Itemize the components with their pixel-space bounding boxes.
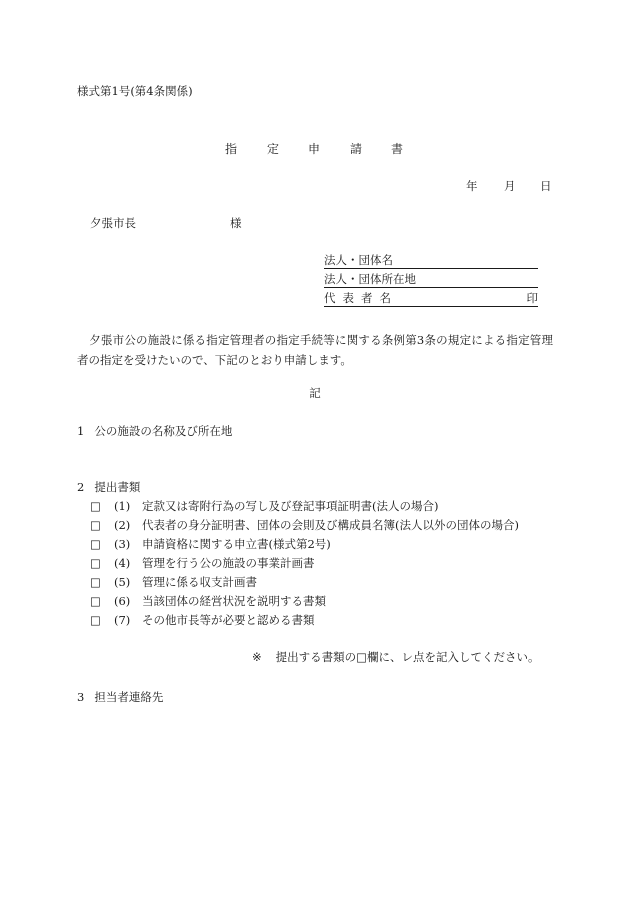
seal-mark: 印	[526, 291, 538, 305]
org-name-field[interactable]	[324, 255, 538, 269]
item-text: 管理に係る収支計画書	[142, 575, 257, 589]
addressee-honorific: 様	[230, 216, 242, 230]
item-text: その他市長等が必要と認める書類	[142, 613, 315, 627]
org-name-label: 法人・団体名	[324, 253, 393, 267]
checkbox[interactable]: □	[90, 499, 101, 513]
section-number: 1	[77, 424, 85, 438]
form-number-label: 様式第1号(第4条関係)	[77, 84, 193, 98]
item-number: (3)	[114, 537, 131, 551]
title-char: 指	[225, 142, 238, 156]
section-number: 2	[77, 480, 85, 494]
date-month: 月	[504, 179, 516, 193]
checkbox[interactable]: □	[90, 594, 101, 608]
title-char: 請	[350, 142, 363, 156]
item-text: 管理を行う公の施設の事業計画書	[142, 556, 315, 570]
ki-heading: 記	[309, 386, 321, 400]
org-address-field[interactable]	[324, 274, 538, 288]
representative-label: 代表者名	[324, 291, 398, 305]
note-mark: ※	[252, 650, 262, 664]
title-char: 定	[267, 142, 280, 156]
addressee	[0, 218, 630, 232]
note-text: 提出する書類の□欄に、レ点を記入してください。	[275, 650, 540, 664]
title-char: 申	[308, 142, 321, 156]
item-text: 代表者の身分証明書、団体の会則及び構成員名簿(法人以外の団体の場合)	[142, 518, 519, 532]
checkbox[interactable]: □	[90, 556, 101, 570]
item-number: (4)	[114, 556, 131, 570]
section-title: 担当者連絡先	[94, 690, 164, 704]
checkbox[interactable]: □	[90, 613, 101, 627]
date-day: 日	[540, 179, 552, 193]
checkbox[interactable]: □	[90, 575, 101, 589]
document-title	[0, 143, 630, 157]
section-3-heading	[77, 692, 163, 704]
item-number: (1)	[114, 499, 131, 513]
item-number: (7)	[114, 613, 131, 627]
checkbox[interactable]: □	[90, 537, 101, 551]
org-address-label: 法人・団体所在地	[324, 272, 416, 286]
item-number: (2)	[114, 518, 131, 532]
date-year: 年	[466, 179, 478, 193]
item-number: (6)	[114, 594, 131, 608]
application-statement-text: 夕張市公の施設に係る指定管理者の指定手続等に関する条例第3条の規定による指定管理者の指定を受けたいので、下記のとおり申請します。	[77, 333, 553, 367]
title-char: 書	[391, 142, 404, 156]
addressee-name: 夕張市長	[90, 216, 136, 230]
application-statement	[77, 330, 553, 370]
item-text: 定款又は寄附行為の写し及び登記事項証明書(法人の場合)	[142, 499, 439, 513]
checkbox-instruction-note	[252, 652, 540, 664]
section-2-heading	[77, 482, 140, 494]
section-title: 提出書類	[94, 480, 141, 494]
item-number: (5)	[114, 575, 131, 589]
section-1-heading	[77, 426, 232, 438]
section-title: 公の施設の名称及び所在地	[94, 424, 233, 438]
checkbox[interactable]: □	[90, 518, 101, 532]
section-number: 3	[77, 690, 85, 704]
item-text: 当該団体の経営状況を説明する書類	[142, 594, 326, 608]
date-line	[0, 181, 630, 195]
item-text: 申請資格に関する申立書(様式第2号)	[142, 537, 331, 551]
representative-field[interactable]	[324, 293, 538, 307]
